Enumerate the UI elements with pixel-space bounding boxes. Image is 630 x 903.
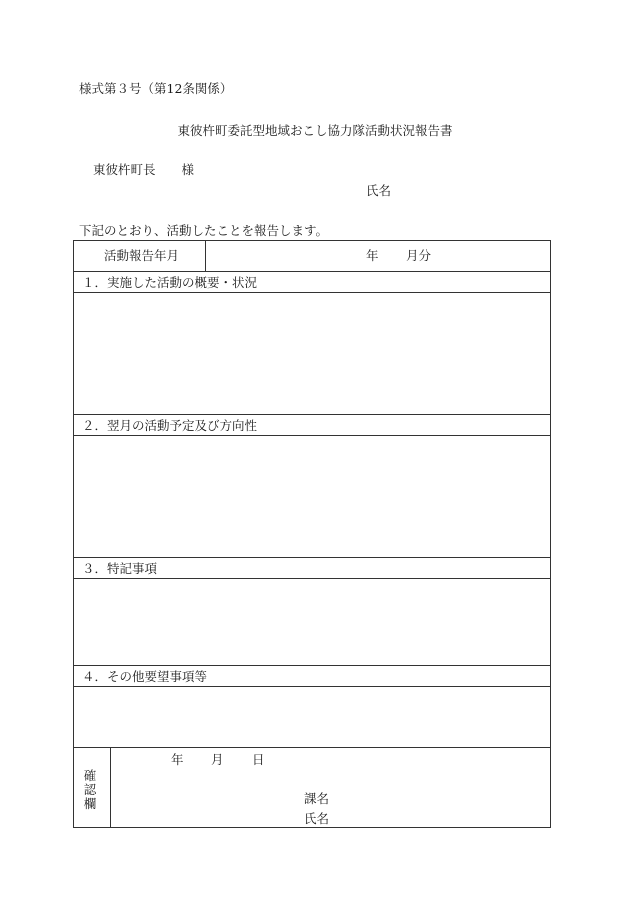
- section-3-entry-area[interactable]: [74, 579, 550, 665]
- section-2-entry-area[interactable]: [74, 436, 550, 557]
- applicant-name-label: 氏名: [366, 183, 392, 198]
- confirmation-day[interactable]: 日: [252, 752, 265, 767]
- period-month-label[interactable]: 月分: [406, 248, 432, 263]
- confirmation-label: 確認欄: [83, 768, 97, 811]
- section-1-entry-area[interactable]: [74, 293, 550, 414]
- section-3-heading: ３．特記事項: [82, 561, 158, 576]
- period-divider: [205, 241, 206, 271]
- row-divider: [74, 557, 550, 558]
- form-number: 様式第３号（第12条関係）: [79, 81, 233, 96]
- addressee-honorific: 様: [181, 162, 195, 177]
- period-label: 活動報告年月: [104, 248, 180, 263]
- row-divider: [74, 665, 550, 666]
- confirmation-year[interactable]: 年: [171, 752, 184, 767]
- confirmation-month[interactable]: 月: [211, 752, 224, 767]
- row-divider: [74, 414, 550, 415]
- document-title: 東彼杵町委託型地域おこし協力隊活動状況報告書: [177, 123, 453, 138]
- period-year-label[interactable]: 年: [366, 248, 379, 263]
- confirmation-section-label[interactable]: 課名: [304, 791, 330, 806]
- intro-text: 下記のとおり、活動したことを報告します。: [79, 223, 329, 238]
- section-1-heading: １．実施した活動の概要・状況: [82, 275, 258, 290]
- section-4-entry-area[interactable]: [74, 687, 550, 747]
- confirmation-name-label[interactable]: 氏名: [304, 811, 330, 826]
- row-divider: [74, 747, 550, 748]
- row-divider: [74, 271, 550, 272]
- addressee: [93, 164, 194, 177]
- section-4-heading: ４．その他要望事項等: [82, 669, 208, 684]
- section-2-heading: ２．翌月の活動予定及び方向性: [82, 418, 258, 433]
- addressee-name: 東彼杵町長: [93, 162, 156, 177]
- confirmation-divider: [110, 747, 111, 828]
- report-table: [73, 240, 551, 828]
